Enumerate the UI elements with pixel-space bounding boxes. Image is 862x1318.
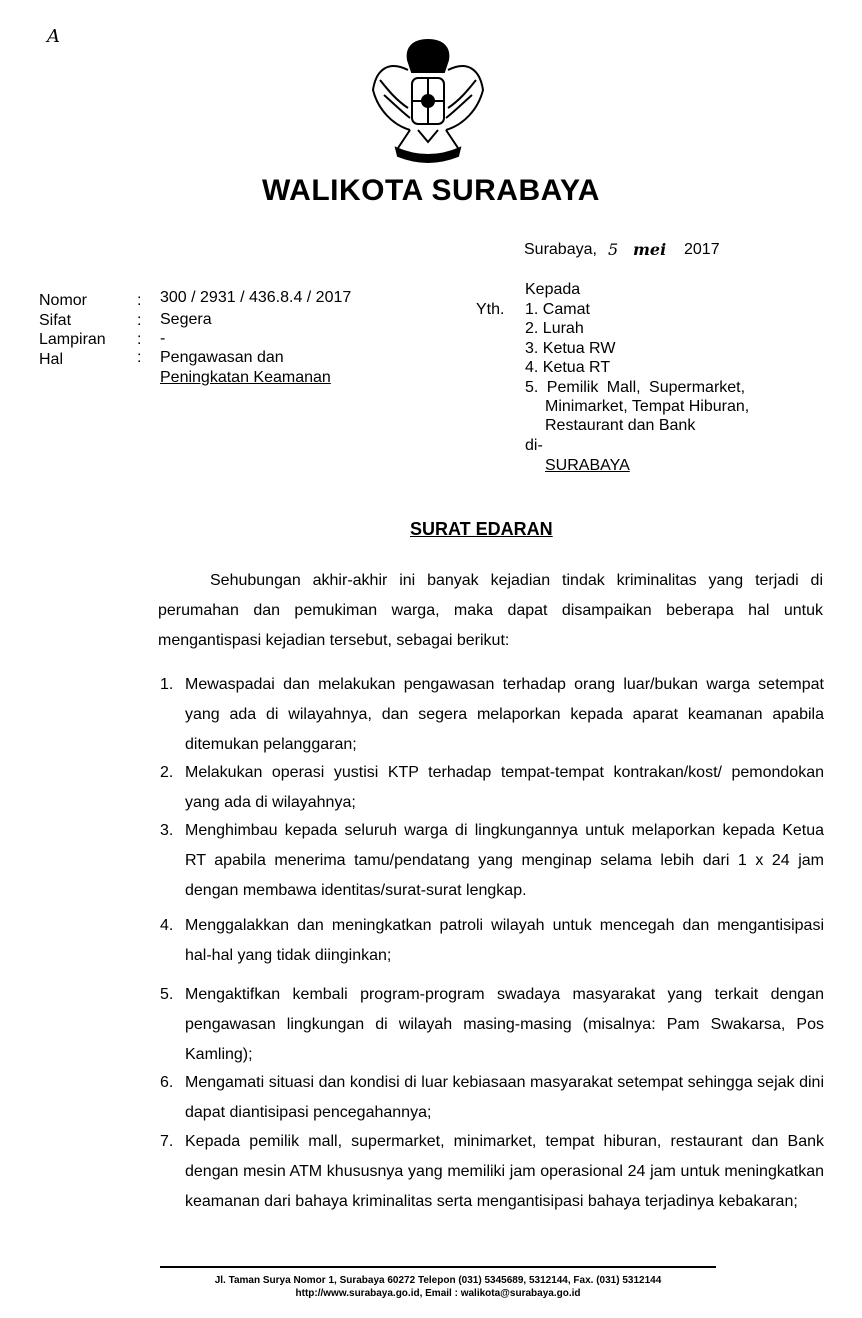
recipient-item-5-cont1: Minimarket, Tempat Hiburan,	[545, 398, 750, 415]
sifat-value: Segera	[160, 311, 212, 328]
nomor-label: Nomor	[39, 292, 88, 309]
sifat-colon: :	[137, 312, 142, 329]
list-item	[160, 980, 824, 1070]
footer-divider	[160, 1266, 716, 1268]
recipient-kepada: Kepada	[525, 281, 581, 298]
garuda-emblem-icon	[368, 30, 488, 166]
list-item-text: Menghimbau kepada seluruh warga di lingkungannya untuk melaporkan kepada Ketua RT apabila menerima tamu/pendatang yang menginap selama lebih dari 1 x 24 jam dengan membawa identitas/surat-surat lengkap.	[185, 822, 824, 899]
recipient-item-5-cont2: Restaurant dan Bank	[545, 417, 696, 434]
hal-colon: :	[137, 349, 142, 366]
lampiran-value: -	[160, 330, 166, 347]
letterhead-title: WALIKOTA SURABAYA	[262, 174, 600, 207]
list-item	[160, 758, 824, 818]
list-item	[160, 1127, 824, 1217]
document-title: SURAT EDARAN	[410, 519, 553, 539]
sifat-label: Sifat	[39, 312, 72, 329]
corner-handwritten-mark: A	[47, 26, 60, 47]
list-item-number: 6.	[160, 1074, 174, 1091]
recipient-item-4: 4. Ketua RT	[525, 359, 611, 376]
lampiran-colon: :	[137, 331, 142, 348]
list-item-number: 2.	[160, 764, 174, 781]
footer-address: Jl. Taman Surya Nomor 1, Surabaya 60272 Telepon (031) 5345689, 5312144, Fax. (031) 5312144	[214, 1275, 662, 1286]
list-item-number: 1.	[160, 676, 174, 693]
list-item-text: Mengaktifkan kembali program-program swadaya masyarakat yang terkait dengan pengawasan lingkungan di wilayah masing-masing (misalnya: Pam Swakarsa, Pos Kamling);	[185, 986, 824, 1063]
recipient-di: di-	[525, 437, 543, 454]
nomor-colon: :	[137, 292, 142, 309]
list-item	[160, 816, 824, 906]
date-day: 5	[608, 240, 619, 259]
recipient-yth: Yth.	[476, 301, 505, 318]
recipient-item-5: 5. Pemilik Mall, Supermarket,	[525, 379, 746, 396]
date-year: 2017	[684, 241, 720, 258]
recipient-item-2: 2. Lurah	[525, 320, 584, 337]
list-item-text: Mewaspadai dan melakukan pengawasan terhadap orang luar/bukan warga setempat yang ada di wilayahnya, dan segera melaporkan kepada aparat keamanan apabila ditemukan pelanggaran;	[185, 676, 824, 753]
date-city: Surabaya,	[524, 241, 597, 258]
list-item	[160, 670, 824, 760]
hal-value-line2: Peningkatan Keamanan	[160, 369, 331, 386]
nomor-value: 300 / 2931 / 436.8.4 / 2017	[160, 289, 352, 306]
lampiran-label: Lampiran	[39, 331, 106, 348]
list-item-number: 3.	[160, 822, 174, 839]
intro-paragraph: Sehubungan akhir-akhir ini banyak kejadian tindak kriminalitas yang terjadi di perumahan dan pemukiman warga, maka dapat disampaikan beberapa hal untuk mengantispasi kejadian tersebut, sebagai berikut:	[158, 572, 823, 649]
hal-value-line1: Pengawasan dan	[160, 349, 284, 366]
recipient-item-1: 1. Camat	[525, 301, 590, 318]
recipient-city: SURABAYA	[545, 457, 630, 474]
list-item	[160, 911, 824, 971]
list-item-number: 7.	[160, 1133, 174, 1150]
list-item-text: Menggalakkan dan meningkatkan patroli wilayah untuk mencegah dan mengantisipasi hal-hal yang tidak diinginkan;	[185, 917, 824, 964]
list-item-text: Kepada pemilik mall, supermarket, minimarket, tempat hiburan, restaurant dan Bank dengan mesin ATM khususnya yang memiliki jam operasional 24 jam untuk meningkatkan keamanan dari bahaya kriminalitas serta mengantisipasi bahaya terjadinya kebakaran;	[185, 1133, 824, 1210]
list-item	[160, 1068, 824, 1128]
recipient-item-3: 3. Ketua RW	[525, 340, 616, 357]
list-item-text: Melakukan operasi yustisi KTP terhadap tempat-tempat kontrakan/kost/ pemondokan yang ada di wilayahnya;	[185, 764, 824, 811]
hal-label: Hal	[39, 351, 64, 368]
list-item-number: 4.	[160, 917, 174, 934]
list-item-number: 5.	[160, 986, 174, 1003]
date-month: mei	[633, 240, 667, 259]
footer-contact: http://www.surabaya.go.id, Email : walikota@surabaya.go.id	[295, 1288, 581, 1299]
list-item-text: Mengamati situasi dan kondisi di luar kebiasaan masyarakat setempat sehingga sejak dini dapat diantisipasi pencegahannya;	[185, 1074, 824, 1121]
